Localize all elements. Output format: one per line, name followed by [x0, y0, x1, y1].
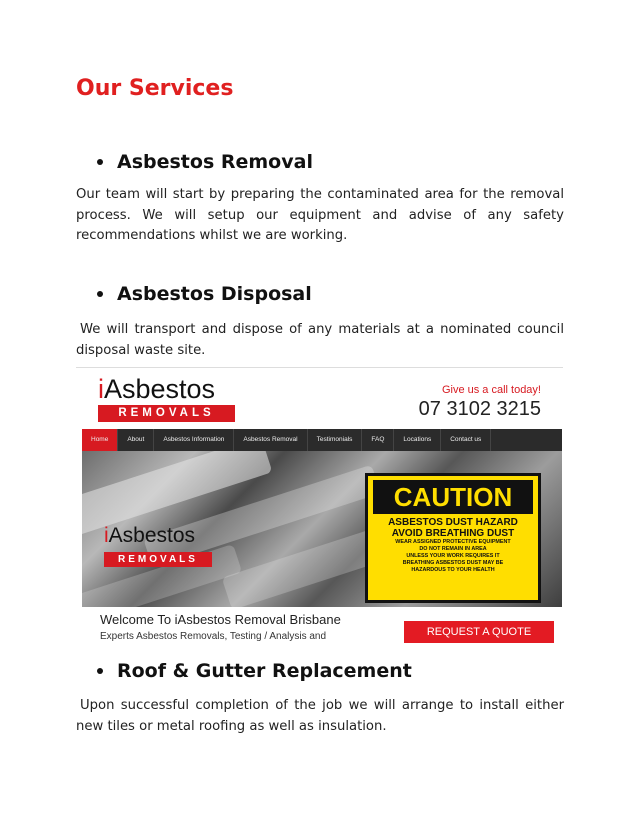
- service-heading-asbestos-disposal: [76, 283, 312, 305]
- caution-sign-line: ASBESTOS DUST HAZARD: [388, 517, 518, 528]
- caution-sign: [365, 473, 541, 603]
- caution-sign-small-line: UNLESS YOUR WORK REQUIRES IT: [406, 553, 500, 559]
- site-nav-item-locations: Locations: [394, 429, 441, 451]
- caution-sign-heading: CAUTION: [373, 480, 533, 514]
- site-logo: iAsbestos: [98, 374, 216, 404]
- site-nav-item-contact: Contact us: [441, 429, 491, 451]
- welcome-heading: Welcome To iAsbestos Removal Brisbane: [100, 612, 341, 627]
- service-description: Upon successful completion of the job we will arrange to install either new tiles or metal roofing as well as insulation.: [76, 698, 564, 734]
- site-nav-bar: [82, 429, 562, 451]
- service-heading-asbestos-removal: [76, 151, 313, 173]
- caution-sign-line: AVOID BREATHING DUST: [391, 528, 515, 539]
- caution-sign-small-line: WEAR ASSIGNED PROTECTIVE EQUIPMENT: [395, 539, 511, 545]
- request-quote-button: REQUEST A QUOTE: [404, 621, 554, 643]
- welcome-strip: [82, 607, 562, 647]
- welcome-subtitle: Experts Asbestos Removals, Testing / Analysis and: [100, 631, 327, 642]
- site-header: [76, 368, 563, 428]
- service-heading-label: Roof & Gutter Replacement: [117, 660, 412, 682]
- bullet-icon: [97, 291, 103, 297]
- site-nav-item-about: About: [118, 429, 154, 451]
- bullet-icon: [97, 159, 103, 165]
- caution-sign-small-line: HAZARDOUS TO YOUR HEALTH: [411, 567, 495, 573]
- site-nav-item-faq: FAQ: [362, 429, 394, 451]
- hero-photo: [82, 451, 562, 607]
- service-heading-roof-gutter: [76, 660, 412, 682]
- site-logo-tagline: REMOVALS: [98, 405, 235, 422]
- site-nav-item-asbestos-removal: Asbestos Removal: [234, 429, 307, 451]
- site-nav-item-testimonials: Testimonials: [308, 429, 363, 451]
- caution-sign-small-line: BREATHING ASBESTOS DUST MAY BE: [402, 560, 504, 566]
- phone-number: 07 3102 3215: [418, 398, 541, 420]
- service-heading-label: Asbestos Disposal: [117, 283, 312, 305]
- call-prompt: Give us a call today!: [441, 384, 541, 396]
- hero-logo: iAsbestos REMOVALS: [96, 524, 216, 582]
- caution-sign-small-line: DO NOT REMAIN IN AREA: [419, 546, 487, 552]
- site-nav-item-home: Home: [82, 429, 118, 451]
- website-screenshot-image: [76, 367, 563, 647]
- service-heading-label: Asbestos Removal: [117, 151, 313, 173]
- service-description: Our team will start by preparing the contaminated area for the removal process. We will setup our equipment and advise of any safety recommendations whilst we are working.: [76, 187, 564, 243]
- bullet-icon: [97, 668, 103, 674]
- service-description: We will transport and dispose of any materials at a nominated council disposal waste site.: [76, 322, 564, 358]
- site-nav-item-asbestos-information: Asbestos Information: [154, 429, 234, 451]
- page-title: Our Services: [76, 76, 234, 101]
